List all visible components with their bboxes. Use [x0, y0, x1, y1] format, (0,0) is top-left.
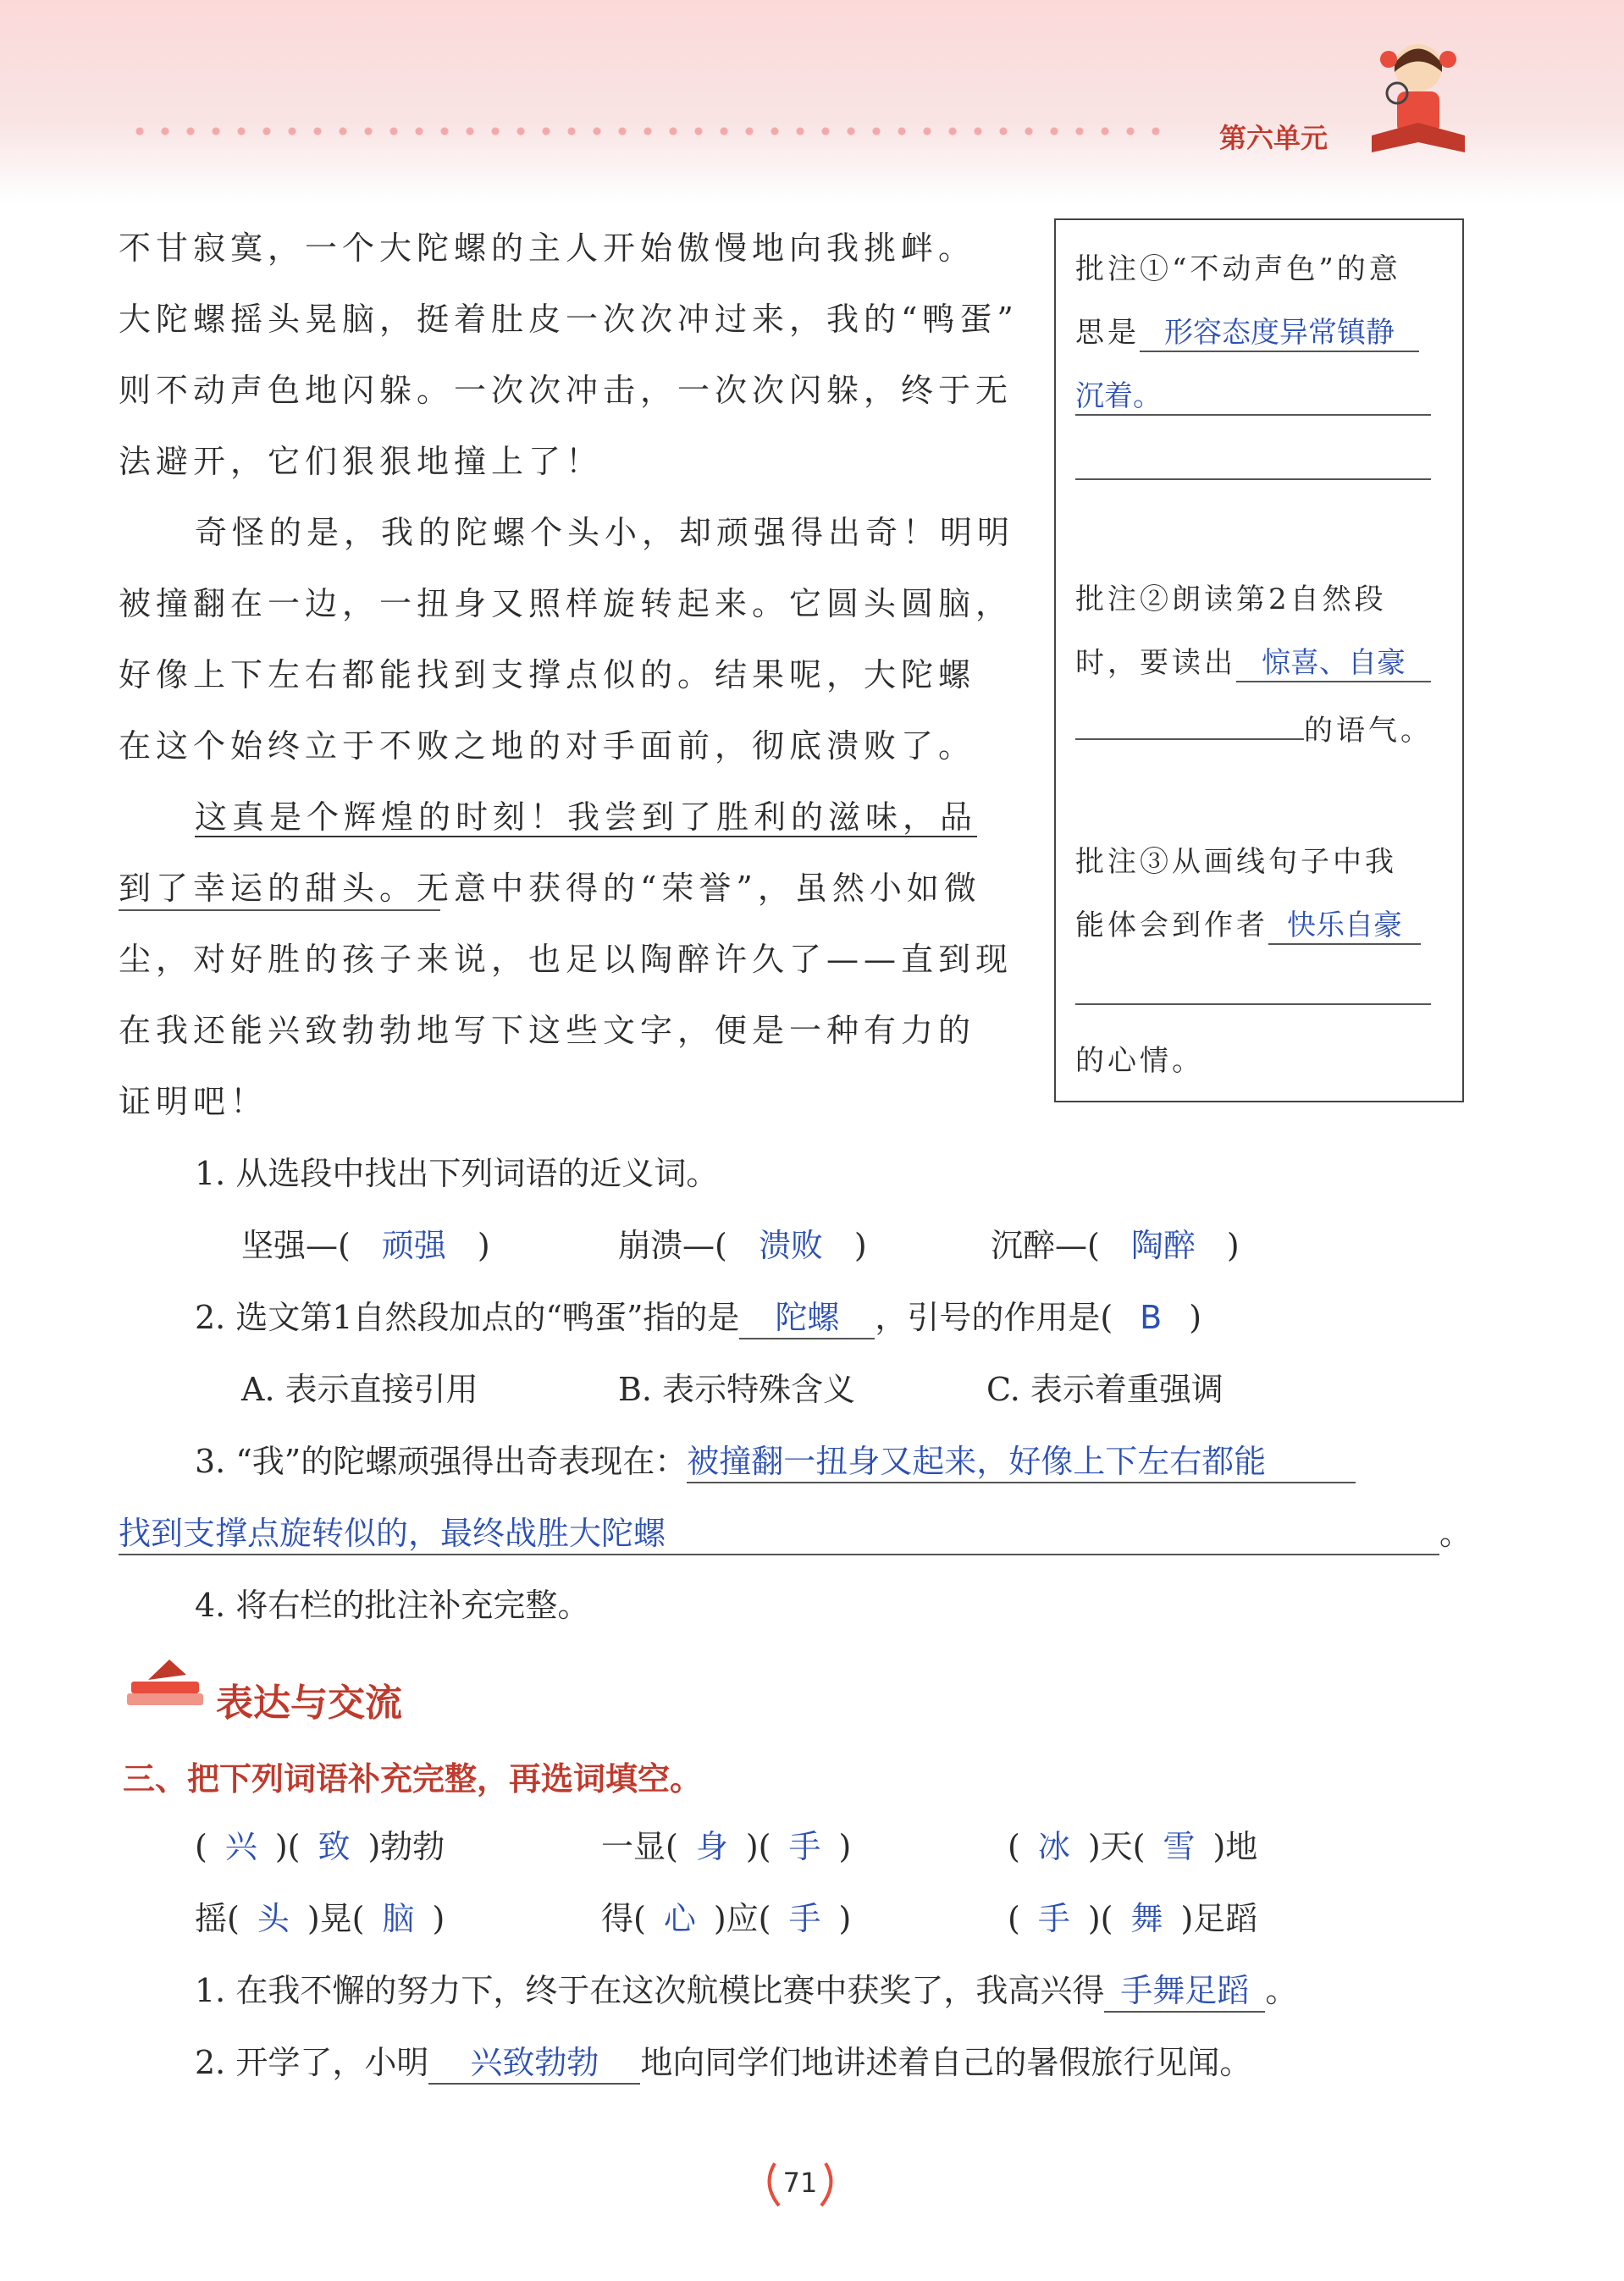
answer[interactable]: 陶醉: [1130, 1227, 1196, 1264]
passage-line: 则不动声色地闪躲。一次次冲击，一次次闪躲，终于无: [119, 372, 1014, 409]
task-title: 三、把下列词语补充完整，再选词填空。: [123, 1760, 703, 1798]
annotation-2-line3: [1075, 707, 1433, 748]
passage-line: 在我还能兴致勃勃地写下这些文字，便是一种有力的: [119, 1012, 976, 1049]
passage-line: 法避开，它们狠狠地撞上了！: [119, 443, 604, 480]
underlined-sentence: 这真是个辉煌的时刻！我尝到了胜利的滋味，品: [195, 798, 978, 836]
answer[interactable]: 兴致勃勃: [428, 2036, 640, 2085]
answer[interactable]: 被撞翻一扭身又起来，好像上下左右都能: [687, 1435, 1356, 1483]
annotation-1-line2: [1075, 309, 1419, 352]
idiom-item: 摇( 头 )晃( 脑 ): [195, 1892, 445, 1939]
passage-line: 不甘寂寞，一个大陀螺的主人开始傲慢地向我挑衅。: [119, 229, 976, 267]
annotation-rule: [1075, 478, 1431, 480]
option-b: B. 表示特殊含义: [618, 1371, 856, 1408]
answer[interactable]: 脑: [382, 1900, 415, 1937]
annotation-rule: [1075, 1003, 1431, 1005]
header-dots: [127, 127, 1177, 135]
question-1-item: 坚强—( 顽强 ): [241, 1219, 490, 1266]
question-1-item: 沉醉—( 陶醉 ): [991, 1219, 1240, 1266]
answer[interactable]: 手舞足蹈: [1104, 1964, 1265, 2013]
fill-sentence-2: 2. 开学了，小明 兴致勃勃 地向同学们地讲述着自己的暑假旅行见闻。: [195, 2036, 1251, 2085]
page-number: 71: [782, 2167, 818, 2199]
answer[interactable]: 手: [788, 1900, 821, 1937]
passage-line: 尘，对好胜的孩子来说，也足以陶醉许久了——直到现: [119, 941, 1014, 978]
annotation-1-label: 思是: [1075, 316, 1140, 350]
annotation-2-answer[interactable]: 惊喜、自豪: [1236, 639, 1431, 682]
question-3: 3. “我”的陀螺顽强得出奇表现在：被撞翻一扭身又起来，好像上下左右都能: [195, 1435, 1356, 1483]
annotation-1-answer-2[interactable]: 沉着。: [1075, 373, 1431, 416]
annotation-1-answer[interactable]: 形容态度异常镇静: [1140, 309, 1419, 352]
answer[interactable]: 找到支撑点旋转似的，最终战胜大陀螺: [119, 1507, 1439, 1555]
answer[interactable]: 雪: [1163, 1828, 1196, 1865]
books-icon: [123, 1651, 207, 1719]
passage-line: 奇怪的是，我的陀螺个头小，却顽强得出奇！明明: [195, 514, 1015, 551]
passage-line-underlined: [195, 791, 977, 837]
annotation-3-line2: [1075, 902, 1421, 945]
option-c: C. 表示着重强调: [986, 1371, 1224, 1408]
answer[interactable]: 兴: [224, 1828, 257, 1865]
answer[interactable]: 头: [257, 1900, 290, 1937]
idiom-item: 得( 心 )应( 手 ): [601, 1892, 851, 1939]
girl-reading-icon: [1363, 34, 1473, 161]
annotation-1-text: 批注①“不动声色”的意: [1075, 252, 1401, 286]
passage-line: 在这个始终立于不败之地的对手面前，彻底溃败了。: [119, 727, 976, 765]
annotation-2-line2: [1075, 639, 1431, 682]
annotation-3-end: 的心情。: [1075, 1044, 1204, 1078]
annotation-2-blank[interactable]: [1075, 738, 1304, 740]
unit-title: 第六单元: [1219, 122, 1328, 154]
question-1: 1. 从选段中找出下列词语的近义词。: [195, 1155, 719, 1192]
idiom-item: ( 手 )( 舞 )足蹈: [1008, 1892, 1257, 1939]
answer[interactable]: 手: [1037, 1900, 1070, 1937]
passage-line: 好像上下左右都能找到支撑点似的。结果呢，大陀螺: [119, 656, 976, 693]
section-title: 表达与交流: [216, 1682, 402, 1725]
annotation-3-label: 能体会到作者: [1075, 909, 1268, 942]
question-3-cont: 找到支撑点旋转似的，最终战胜大陀螺 。: [119, 1507, 1472, 1555]
answer[interactable]: 心: [663, 1900, 696, 1937]
question-1-item: 崩溃—( 溃败 ): [618, 1219, 867, 1266]
answer[interactable]: 舞: [1130, 1900, 1163, 1937]
passage-line: 证明吧！: [119, 1083, 268, 1120]
option-a: A. 表示直接引用: [241, 1371, 478, 1408]
answer[interactable]: 致: [318, 1828, 351, 1865]
answer[interactable]: 陀螺: [739, 1291, 875, 1339]
passage-text: 大陀螺摇头晃脑，挺着肚皮一次次冲过来，我的“鸭蛋”: [119, 301, 1019, 338]
annotation-1-line3: [1075, 373, 1431, 416]
answer[interactable]: 溃败: [758, 1227, 823, 1264]
page-number-badge: [758, 2155, 842, 2214]
answer[interactable]: 冰: [1037, 1828, 1070, 1865]
passage-line: [119, 293, 1019, 340]
idiom-item: ( 兴 )( 致 )勃勃: [195, 1820, 445, 1867]
annotation-2-label: 时，要读出: [1075, 646, 1236, 680]
idiom-item: ( 冰 )天( 雪 )地: [1008, 1820, 1257, 1867]
annotation-3-text: 批注③从画线句子中我: [1075, 845, 1397, 879]
fill-sentence-1: 1. 在我不懈的努力下，终于在这次航模比赛中获奖了，我高兴得 手舞足蹈 。: [195, 1964, 1297, 2013]
question-2: 2. 选文第1自然段加点的“鸭蛋”指的是 陀螺 ，引号的作用是( B ): [195, 1291, 1201, 1339]
question-4: 4. 将右栏的批注补充完整。: [195, 1587, 590, 1624]
annotation-2-end: 的语气。: [1304, 714, 1433, 748]
annotation-3-answer[interactable]: 快乐自豪: [1268, 902, 1421, 945]
answer[interactable]: 身: [695, 1828, 728, 1865]
idiom-item: 一显( 身 )( 手 ): [601, 1820, 851, 1867]
passage-line-underlined: 到了幸运的甜头。无意中获得的“荣誉”，虽然小如微: [119, 870, 981, 907]
answer[interactable]: B: [1140, 1299, 1163, 1336]
underline-rule: [119, 909, 440, 911]
annotation-2-text: 批注②朗读第2自然段: [1075, 583, 1387, 616]
answer[interactable]: 手: [788, 1828, 821, 1865]
answer[interactable]: 顽强: [381, 1227, 446, 1264]
passage-line: 被撞翻在一边，一扭身又照样旋转起来。它圆头圆脑，: [119, 585, 1014, 622]
